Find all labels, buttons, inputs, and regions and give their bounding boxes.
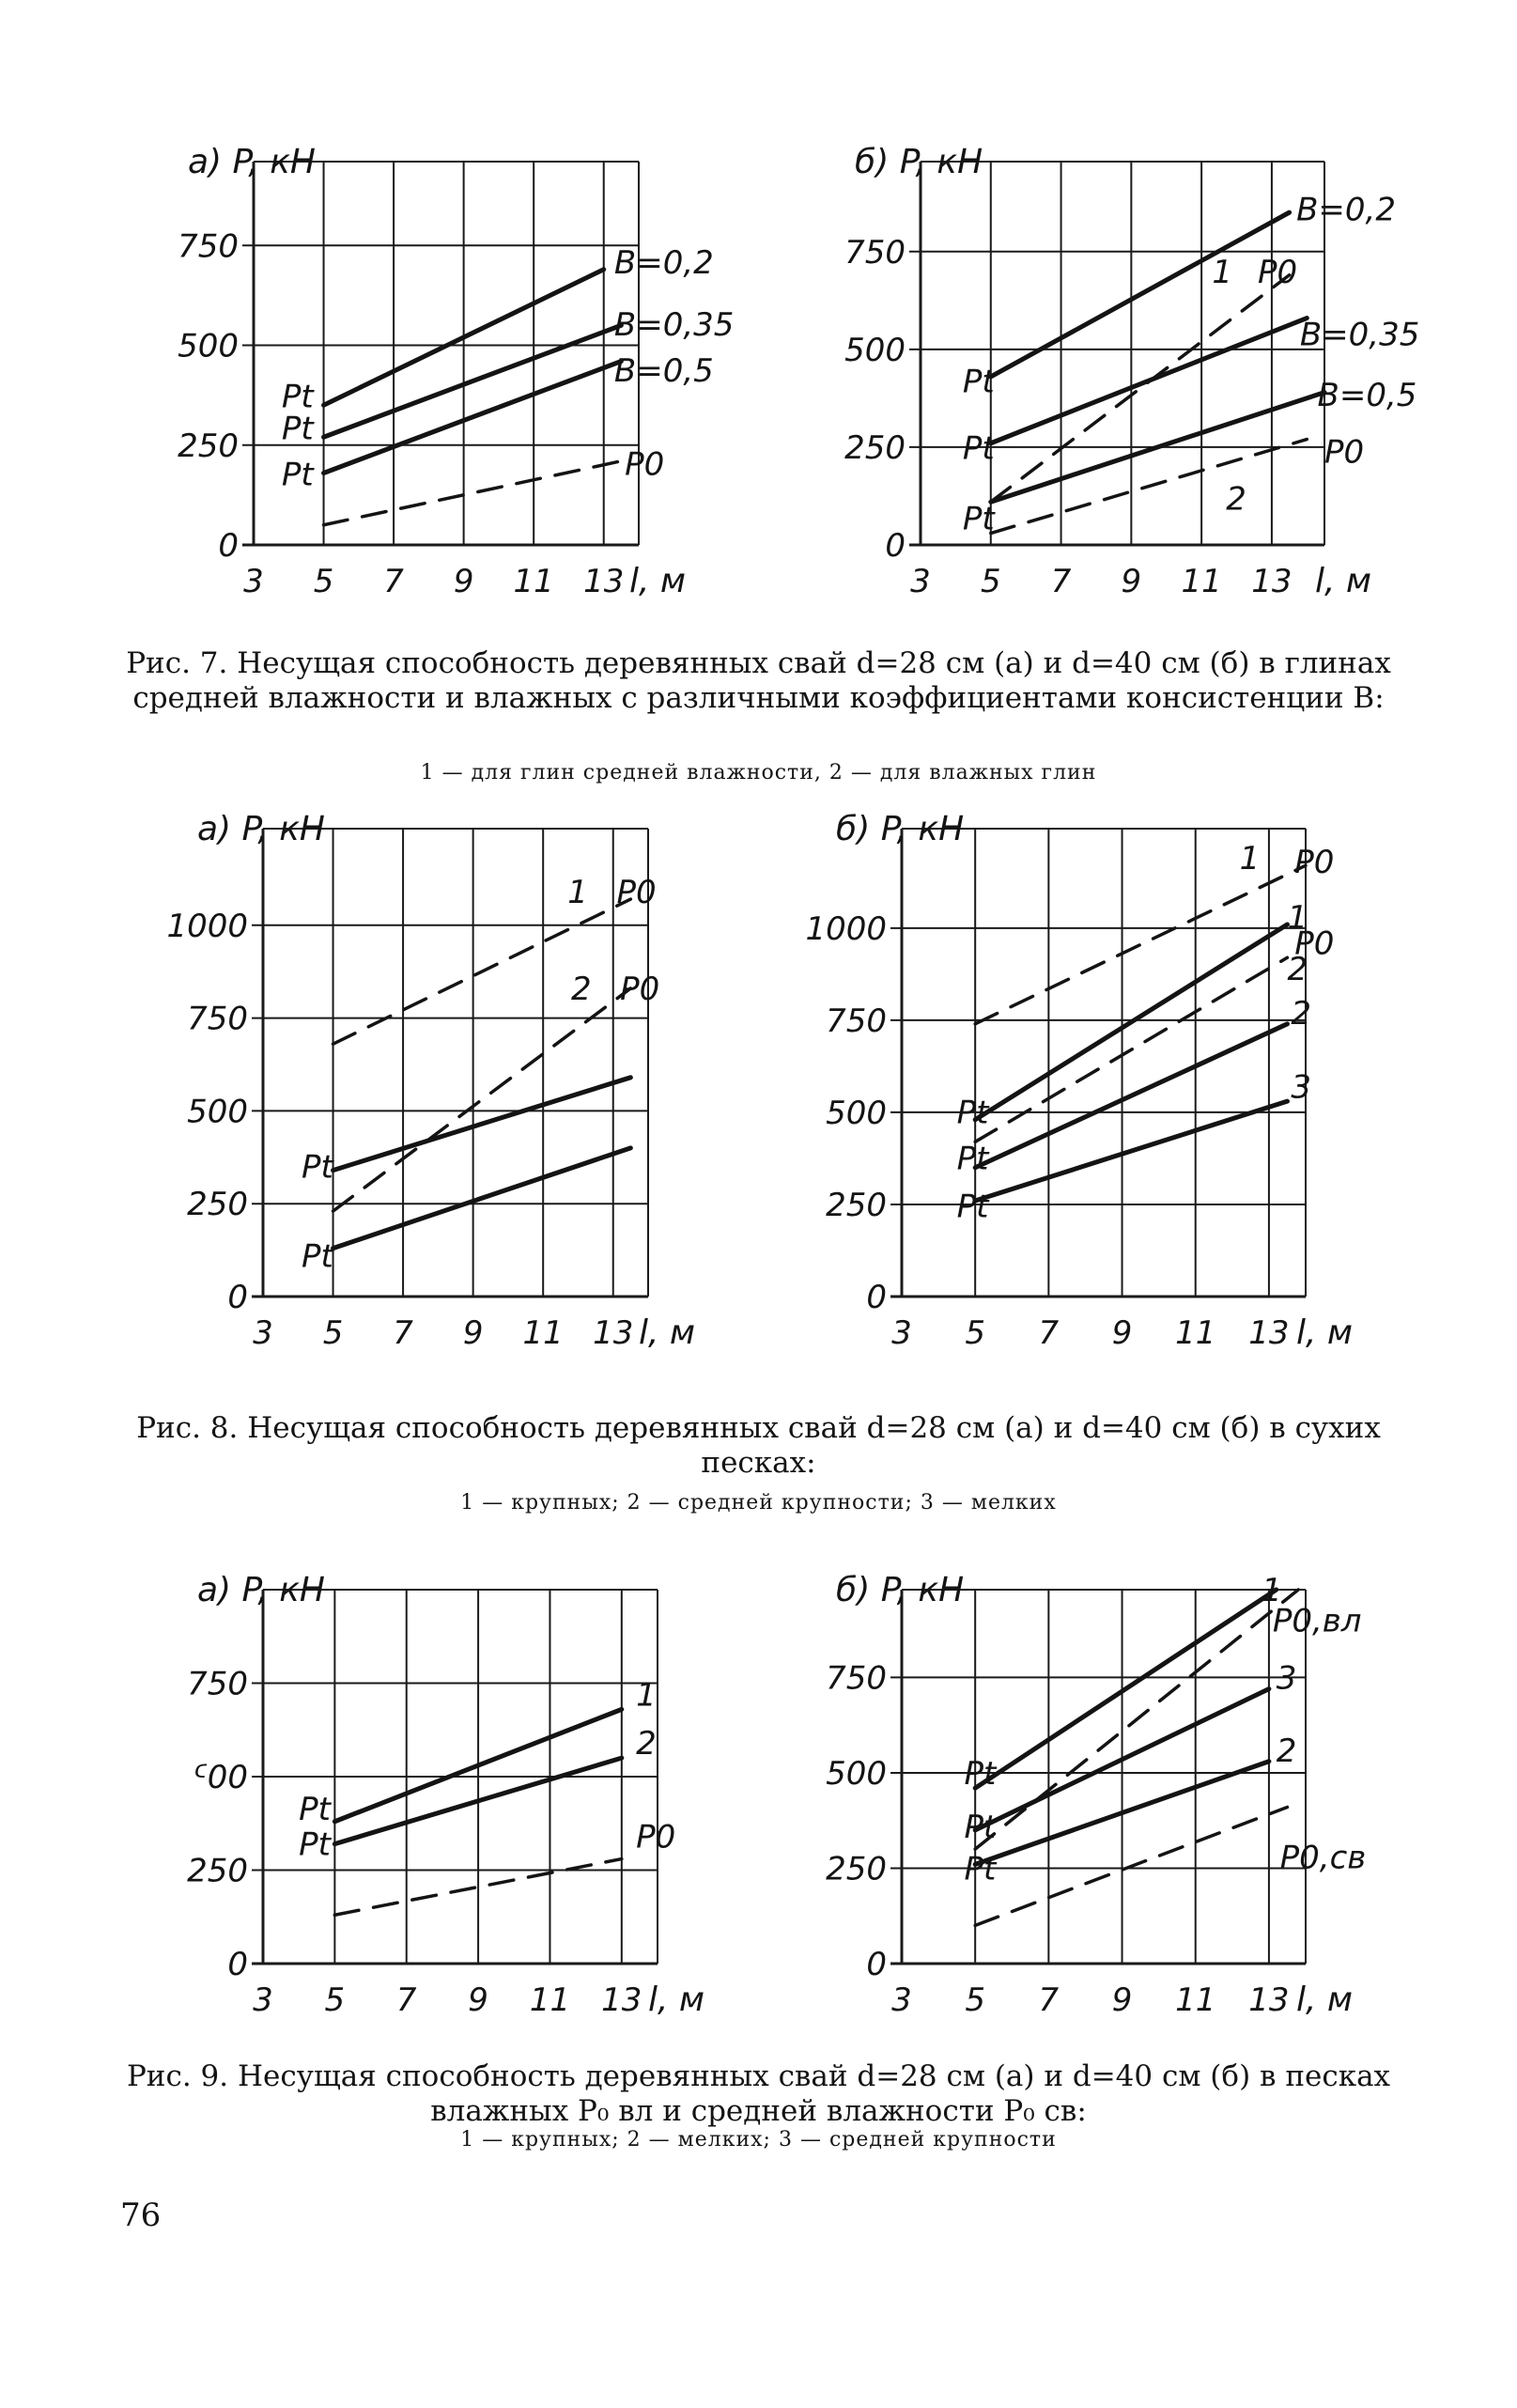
chart2-series-3 xyxy=(333,1148,631,1249)
chart2-label-1: P0 xyxy=(616,874,657,912)
chart0-label-6: Pt xyxy=(281,456,314,494)
chart0-label-4: Pt xyxy=(281,378,314,416)
chart4-x-tick-2: 7 xyxy=(395,1981,417,2019)
chart2-y-tick-2: 500 xyxy=(187,1093,248,1131)
chart5-label-2: 3 xyxy=(1276,1659,1297,1698)
chart2-x-tick-3: 9 xyxy=(462,1314,484,1352)
chart2-x-tick-2: 7 xyxy=(393,1314,413,1352)
chart4-y-tick-2: ᑦ00 xyxy=(193,1759,248,1796)
fig9-caption: Рис. 9. Несущая способность деревянных свай d=28 см (а) и d=40 см (б) в песках влажных P₀ вл и средней влажности P₀ св: xyxy=(126,2059,1391,2128)
chart3-label-3: P0 xyxy=(1294,924,1335,963)
chart1-x-tick-1: 5 xyxy=(980,563,1001,600)
chart5-label-1: P0,вл xyxy=(1272,1602,1362,1640)
chart0-y-tick-0: 0 xyxy=(218,527,239,565)
chart1-panel-ylabel: б) P, кН xyxy=(855,143,983,181)
chart0-x-tick-1: 5 xyxy=(313,563,334,600)
chart3-y-tick-4: 1000 xyxy=(805,909,887,948)
chart1-x-tick-2: 7 xyxy=(1050,563,1072,600)
chart2-y-tick-4: 1000 xyxy=(166,907,248,945)
chart4-y-tick-3: 750 xyxy=(187,1665,248,1703)
chart2-label-5: Pt xyxy=(302,1237,333,1276)
chart3-x-tick-2: 7 xyxy=(1038,1314,1060,1352)
fig9-chart-b xyxy=(826,1569,1367,2039)
chart5-y-tick-2: 500 xyxy=(826,1754,887,1793)
chart5-label-4: P0,св xyxy=(1279,1839,1367,1877)
chart4-label-0: 1 xyxy=(636,1676,657,1715)
chart2-label-0: 1 xyxy=(567,874,588,912)
chart1-y-tick-0: 0 xyxy=(885,527,906,565)
chart5-x-tick-1: 5 xyxy=(965,1981,986,2019)
chart1-series-0 xyxy=(991,212,1290,377)
chart3-label-5: 2 xyxy=(1291,994,1312,1033)
chart2-panel-ylabel: а) P, кН xyxy=(197,810,326,848)
chart4-label-3: Pt xyxy=(299,1790,332,1828)
chart0-label-2: B=0,5 xyxy=(613,351,714,390)
chart0-xlabel: l, м xyxy=(629,562,687,600)
chart2-y-tick-1: 250 xyxy=(187,1186,248,1224)
fig7-chart-b xyxy=(844,141,1420,620)
chart5-x-tick-4: 11 xyxy=(1175,1981,1216,2019)
chart0-y-tick-2: 500 xyxy=(178,327,239,365)
chart0-series-2 xyxy=(324,362,622,474)
chart5-label-5: Pt xyxy=(964,1755,997,1794)
chart1-x-tick-3: 9 xyxy=(1121,563,1142,600)
chart3-y-tick-3: 750 xyxy=(826,1002,887,1040)
chart3-label-9: Pt xyxy=(956,1188,989,1226)
chart3-label-8: Pt xyxy=(956,1140,989,1178)
chart2-label-3: P0 xyxy=(620,970,660,1008)
chart0-x-tick-2: 7 xyxy=(383,563,404,600)
chart1-y-tick-2: 500 xyxy=(844,331,906,369)
chart1-x-tick-0: 3 xyxy=(910,563,931,600)
chart1-y-tick-3: 750 xyxy=(844,233,906,272)
chart5-y-tick-0: 0 xyxy=(866,1946,887,1983)
chart4-x-tick-1: 5 xyxy=(324,1981,346,2019)
fig8-chart-b xyxy=(805,808,1354,1372)
chart3-x-tick-0: 3 xyxy=(891,1314,912,1352)
chart4-y-tick-1: 250 xyxy=(187,1852,248,1890)
chart1-label-4: B=0,5 xyxy=(1317,377,1417,415)
chart3-series-4 xyxy=(975,1101,1287,1201)
fig8-chart-a xyxy=(166,808,696,1372)
chart1-label-2: P0 xyxy=(1257,254,1298,292)
fig7-caption: Рис. 7. Несущая способность деревянных свай d=28 см (а) и d=40 см (б) в глинах средней влажности и влажных с различными коэффициентами консистенции B: xyxy=(126,646,1391,715)
chart0-label-0: B=0,2 xyxy=(613,244,714,282)
chart0-label-1: B=0,35 xyxy=(613,305,735,344)
chart0-label-5: Pt xyxy=(281,410,314,448)
chart1-label-7: Pt xyxy=(962,363,995,401)
chart2-x-tick-4: 11 xyxy=(522,1314,564,1352)
chart0-y-tick-1: 250 xyxy=(178,427,239,465)
chart4-x-tick-0: 3 xyxy=(253,1981,273,2019)
chart4-x-tick-3: 9 xyxy=(468,1981,488,2019)
fig9-chart-a xyxy=(187,1569,705,2039)
chart2-x-tick-5: 13 xyxy=(593,1314,634,1352)
page-number: 76 xyxy=(120,2197,162,2234)
chart2-label-4: Pt xyxy=(302,1148,333,1187)
chart4-xlabel: l, м xyxy=(648,1981,705,2019)
chart1-label-5: P0 xyxy=(1324,433,1365,472)
chart5-x-tick-5: 13 xyxy=(1248,1981,1290,2019)
chart3-series-1 xyxy=(975,924,1287,1120)
chart0-x-tick-4: 11 xyxy=(513,563,554,600)
chart4-label-4: Pt xyxy=(299,1825,332,1864)
chart1-series-3 xyxy=(991,275,1290,502)
chart4-x-tick-4: 11 xyxy=(529,1981,571,2019)
chart3-label-2: 1 xyxy=(1287,898,1308,937)
chart5-label-7: Pt xyxy=(964,1850,997,1888)
chart3-label-7: Pt xyxy=(956,1094,989,1132)
chart2-y-tick-0: 0 xyxy=(227,1279,248,1316)
chart5-x-tick-2: 7 xyxy=(1038,1981,1060,2019)
chart4-panel-ylabel: а) P, кН xyxy=(197,1571,326,1609)
chart5-xlabel: l, м xyxy=(1296,1981,1354,2019)
chart3-series-3 xyxy=(975,1024,1287,1168)
chart5-panel-ylabel: б) P, кН xyxy=(836,1571,965,1609)
chart3-y-tick-1: 250 xyxy=(826,1186,887,1224)
chart3-y-tick-2: 500 xyxy=(826,1094,887,1132)
chart1-label-3: B=0,35 xyxy=(1299,316,1420,354)
chart5-x-tick-0: 3 xyxy=(891,1981,912,2019)
chart4-x-tick-5: 13 xyxy=(601,1981,642,2019)
chart1-label-6: 2 xyxy=(1226,480,1246,519)
chart4-label-2: P0 xyxy=(636,1818,676,1856)
chart5-label-6: Pt xyxy=(964,1808,997,1846)
chart1-x-tick-5: 13 xyxy=(1251,563,1293,600)
chart0-y-tick-3: 750 xyxy=(178,227,239,266)
chart4-label-1: 2 xyxy=(636,1725,657,1763)
fig8-caption: Рис. 8. Несущая способность деревянных свай d=28 см (а) и d=40 см (б) в сухих песках: xyxy=(136,1411,1381,1480)
chart5-y-tick-1: 250 xyxy=(826,1850,887,1888)
chart3-x-tick-5: 13 xyxy=(1248,1314,1290,1352)
chart5-series-4 xyxy=(975,1807,1287,1925)
chart3-label-1: P0 xyxy=(1294,844,1335,882)
chart1-label-0: B=0,2 xyxy=(1296,191,1396,229)
chart1-label-1: 1 xyxy=(1212,254,1232,292)
chart5-x-tick-3: 9 xyxy=(1111,1981,1133,2019)
chart2-x-tick-0: 3 xyxy=(253,1314,273,1352)
chart1-label-8: Pt xyxy=(962,429,995,468)
chart5-label-3: 2 xyxy=(1276,1732,1297,1770)
chart3-y-tick-0: 0 xyxy=(866,1279,887,1316)
chart5-label-0: 1 xyxy=(1262,1572,1282,1610)
chart0-label-3: P0 xyxy=(625,445,665,484)
fig7-legend: 1 — для глин средней влажности, 2 — для влажных глин xyxy=(420,761,1097,785)
chart1-label-9: Pt xyxy=(962,500,995,538)
chart2-series-2 xyxy=(333,1078,631,1171)
chart0-series-3 xyxy=(324,461,622,525)
chart0-x-tick-3: 9 xyxy=(453,563,474,600)
chart3-x-tick-4: 11 xyxy=(1175,1314,1216,1352)
chart3-x-tick-1: 5 xyxy=(965,1314,986,1352)
chart3-panel-ylabel: б) P, кН xyxy=(836,810,965,848)
chart2-x-tick-1: 5 xyxy=(322,1314,344,1352)
chart3-label-4: 2 xyxy=(1287,950,1308,988)
chart2-label-2: 2 xyxy=(571,970,592,1008)
chart5-y-tick-3: 750 xyxy=(826,1659,887,1698)
chart4-y-tick-0: 0 xyxy=(227,1946,248,1983)
chart3-label-6: 3 xyxy=(1291,1068,1312,1107)
chart2-xlabel: l, м xyxy=(639,1313,696,1352)
chart2-y-tick-3: 750 xyxy=(187,1000,248,1038)
chart0-panel-ylabel: а) P, кН xyxy=(188,143,317,181)
chart3-xlabel: l, м xyxy=(1296,1313,1354,1352)
chart1-xlabel: l, м xyxy=(1315,562,1372,600)
fig7-chart-a xyxy=(178,141,735,620)
chart0-x-tick-0: 3 xyxy=(243,563,264,600)
chart3-label-0: 1 xyxy=(1239,840,1261,878)
chart1-x-tick-4: 11 xyxy=(1181,563,1222,600)
chart1-y-tick-1: 250 xyxy=(844,428,906,467)
chart0-x-tick-5: 13 xyxy=(583,563,625,600)
chart3-x-tick-3: 9 xyxy=(1111,1314,1133,1352)
fig8-legend: 1 — крупных; 2 — средней крупности; 3 — мелких xyxy=(460,1491,1057,1515)
fig9-legend: 1 — крупных; 2 — мелких; 3 — средней крупности xyxy=(460,2128,1057,2152)
